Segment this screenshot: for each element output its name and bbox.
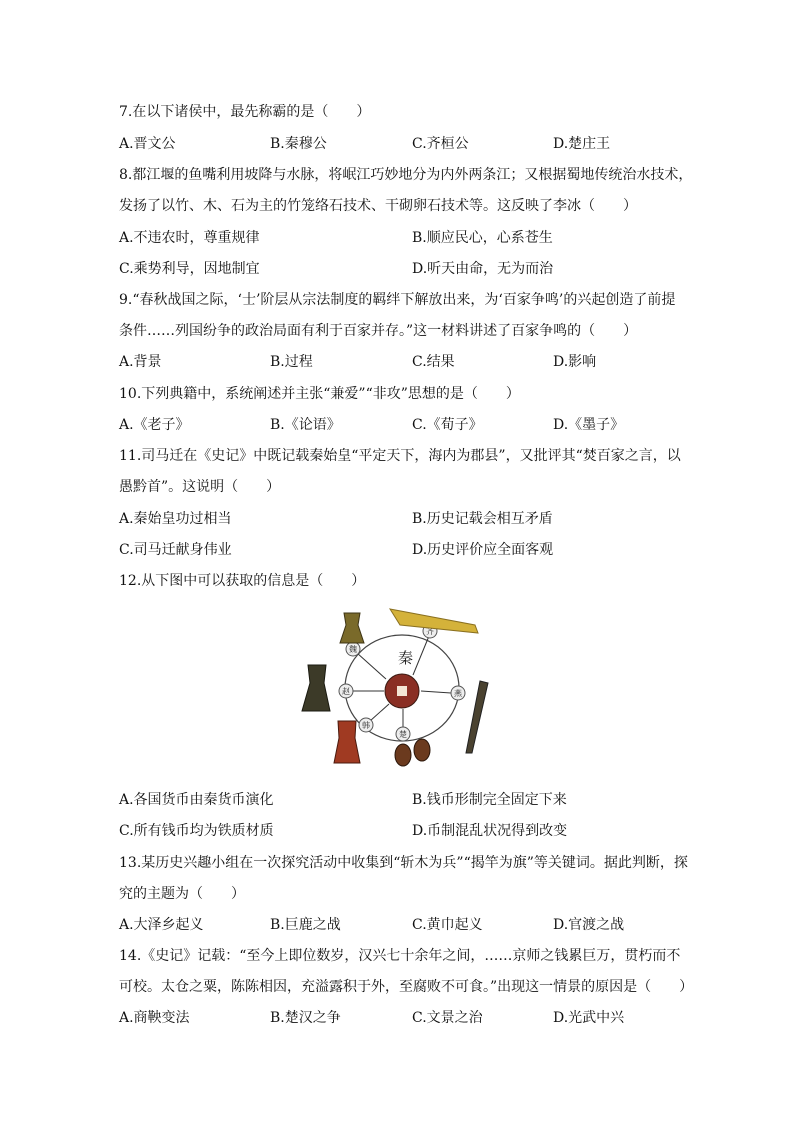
q9-stem-line-2: 条件……列国纷争的政治局面有利于百家并存。”这一材料讲述了百家争鸣的（ ） [119,323,638,339]
q11-option-d: D.历史评价应全面客观 [412,542,554,558]
q12-option-c: C.所有钱币均为铁质材质 [119,823,274,839]
arrow-han [370,704,389,721]
q11-stem-line-2: 愚黔首”。这说明（ ） [119,479,281,495]
q8-option-b: B.顺应民心，心系苍生 [412,230,553,246]
q10-option-d: D.《墨子》 [553,417,625,433]
q7-option-d: D.楚庄王 [553,136,611,152]
state-label-han: 韩 [362,721,370,730]
q9-option-c: C.结果 [412,354,455,370]
q8-stem-line-2: 发扬了以竹、木、石为主的竹笼络石技术、干砌卵石技术等。这反映了李冰（ ） [119,198,637,214]
state-label-wei: 魏 [349,645,357,654]
q10-stem: 10.下列典籍中，系统阐述并主张“兼爱”“非攻”思想的是（ ） [119,386,520,402]
q12-stem: 12.从下图中可以获取的信息是（ ） [119,573,366,589]
q7-option-a: A.晋文公 [119,136,176,152]
state-label-yan: 燕 [454,689,462,698]
q10-option-b: B.《论语》 [270,417,341,433]
spade-coin-zhao [302,665,330,711]
q10-option-a: A.《老子》 [119,417,190,433]
q13-option-a: A.大泽乡起义 [119,917,204,933]
coin-map-figure [300,603,500,773]
q13-stem-line-1: 13.某历史兴趣小组在一次探究活动中收集到“斩木为兵”“揭竿为旗”等关键词。据此判断，探 [119,855,688,871]
q8-stem-line-1: 8.都江堰的鱼嘴利用坡降与水脉，将岷江巧妙地分为内外两条江；又根据蜀地传统治水技术， [119,167,693,183]
coin-map-svg [300,603,500,773]
state-label-chu: 楚 [399,730,407,739]
q14-stem-line-1: 14.《史记》记载：“至今上即位数岁，汉兴七十余年之间，……京师之钱累巨万，贯朽而不 [119,948,681,964]
arrow-yan [421,691,451,693]
antnose-coin-chu-2 [414,739,430,761]
center-coin-hole [397,686,407,696]
antnose-coin-chu-1 [395,744,411,766]
q14-option-d: D.光武中兴 [553,1010,625,1026]
q13-option-d: D.官渡之战 [553,917,625,933]
q13-stem-line-2: 究的主题为（ ） [119,886,245,902]
q14-option-b: B.楚汉之争 [270,1010,341,1026]
q11-option-b: B.历史记载会相互矛盾 [412,511,553,527]
state-label-qi: 齐 [426,627,434,636]
q13-option-c: C.黄巾起义 [412,917,483,933]
q12-option-d: D.币制混乱状况得到改变 [412,823,568,839]
q7-option-c: C.齐桓公 [412,136,469,152]
q9-option-d: D.影响 [553,354,597,370]
arrow-qi [413,636,429,675]
q8-option-d: D.听天由命，无为而治 [412,261,554,277]
center-label: 秦 [398,649,414,667]
q10-option-c: C.《荀子》 [412,417,483,433]
q8-option-a: A.不违农时，尊重规律 [119,230,260,246]
q11-option-a: A.秦始皇功过相当 [119,511,232,527]
q12-option-a: A.各国货币由秦货币演化 [119,792,274,808]
q14-option-c: C.文景之治 [412,1010,483,1026]
q8-option-c: C.乘势利导，因地制宜 [119,261,260,277]
q12-option-b: B.钱币形制完全固定下来 [412,792,567,808]
state-label-zhao: 赵 [342,687,350,696]
q9-option-a: A.背景 [119,354,162,370]
knife-coin-yan [466,681,488,753]
spade-coin-wei [340,613,364,643]
q13-option-b: B.巨鹿之战 [270,917,341,933]
q11-stem-line-1: 11.司马迁在《史记》中既记载秦始皇“平定天下，海内为郡县”，又批评其“焚百家之言，以 [119,448,681,464]
q9-stem-line-1: 9.“春秋战国之际，‘士’阶层从宗法制度的羁绊下解放出来，为‘百家争鸣’的兴起创造了前提 [119,292,676,308]
q11-option-c: C.司马迁献身伟业 [119,542,232,558]
q9-option-b: B.过程 [270,354,313,370]
spade-coin-han [334,721,360,763]
q14-stem-line-2: 可校。太仓之粟，陈陈相因，充溢露积于外，至腐败不可食。”出现这一情景的原因是（ ） [119,979,694,995]
arrow-wei [357,653,386,679]
q7-stem: 7.在以下诸侯中，最先称霸的是（ ） [119,104,371,120]
q7-option-b: B.秦穆公 [270,136,327,152]
q14-option-a: A.商鞅变法 [119,1010,190,1026]
